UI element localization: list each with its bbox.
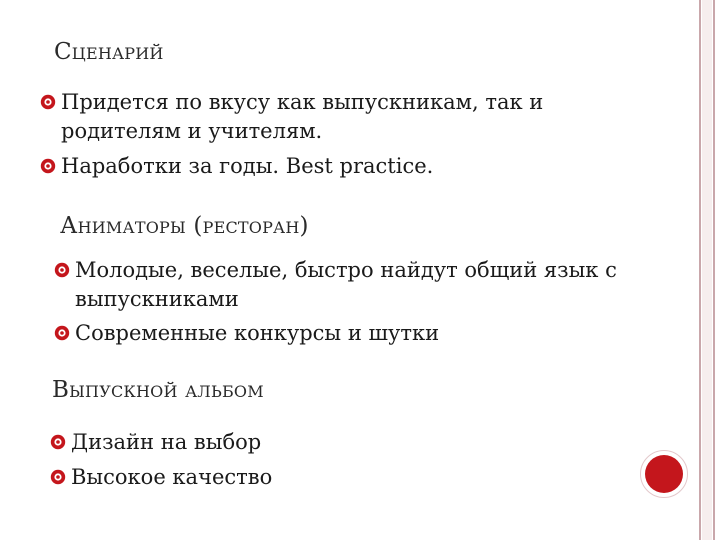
list-item-text: Придется по вкусу как выпускникам, так и <box>61 90 544 114</box>
list-item <box>61 88 543 146</box>
gear-bullet-icon <box>54 262 70 278</box>
list-item <box>61 152 433 181</box>
list-item-text: Молодые, веселые, быстро найдут общий язык с <box>75 258 617 282</box>
section-title: Сценарий <box>54 39 164 65</box>
gear-bullet-icon <box>50 434 66 450</box>
right-border-line <box>699 0 701 540</box>
list-item <box>71 428 261 457</box>
list-item-text: Высокое качество <box>71 465 273 489</box>
section-title: Аниматоры (ресторан) <box>60 213 309 239</box>
list-item-text: Дизайн на выбор <box>71 430 262 454</box>
list-item-text: выпускниками <box>75 287 239 311</box>
right-border-band <box>702 0 712 540</box>
list-item <box>75 319 439 348</box>
gear-bullet-icon <box>40 94 56 110</box>
gear-bullet-icon <box>50 469 66 485</box>
red-circle-fill <box>645 455 683 493</box>
right-border-line <box>713 0 715 540</box>
list-item-text: Наработки за годы. Best practice. <box>61 154 434 178</box>
list-item-text: родителям и учителям. <box>61 119 323 143</box>
gear-bullet-icon <box>40 158 56 174</box>
red-circle-icon <box>640 450 688 498</box>
list-item <box>75 256 617 314</box>
list-item <box>71 463 272 492</box>
section-title: Выпускной альбом <box>52 377 264 403</box>
list-item-text: Современные конкурсы и шутки <box>75 321 440 345</box>
gear-bullet-icon <box>54 325 70 341</box>
